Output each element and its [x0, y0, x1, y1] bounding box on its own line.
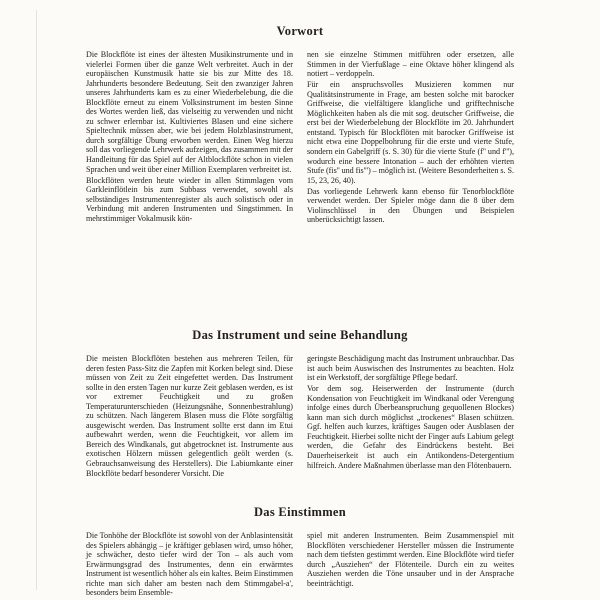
paragraph: Das vorliegende Lehrwerk kann ebenso für Tenorblockflöte verwendet werden. Der Spieler möge dann die 8 über dem Violinschlüssel in den Übungen und Beispielen unberücksichtigt lassen.: [307, 186, 514, 225]
vorwort-column-right: [307, 50, 514, 225]
vorwort-column-left: [86, 50, 293, 225]
paragraph: spiel mit anderen Instrumenten. Beim Zusammenspiel mit Blockflöten verschiedener Hersteller müssen die Instrumente nach dem tiefsten gestimmt werden. Eine Blockflöte wird tiefer durch „Ausziehen“ der Flötenteile. Durch ein zu weites Ausziehen werden die Töne unsauber und in der Ansprache beeinträchtigt.: [307, 531, 514, 588]
paragraph: Vor dem sog. Heiserwerden der Instrumente (durch Kondensation von Feuchtigkeit im Windkanal oder Verengung infolge eines durch Überbeanspruchung gequollenen Blockes) kann man sich durch möglichst „trockenes“ Blasen schützen. Ggf. helfen auch kurzes, kräftiges Saugen oder Ausblasen der Feuchtigkeit. Hierbei sollte nicht der Finger aufs Labium gelegt werden, die Gefahr des Eindrückens besteht. Bei Dauerheiserkeit ist auch ein Antikondens-Detergentium hilfreich. Andere Maßnahmen überlasse man den Flötenbauern.: [307, 384, 514, 470]
vorwort-columns: [86, 50, 514, 225]
paragraph: Die Tonhöhe der Blockflöte ist sowohl von der Anblasintensität des Spielers abhängig – je kräftiger geblasen wird, umso höher, je schwächer, desto tiefer wird der Ton – als auch vom Erwärmungsgrad des Instrumentes, denn ein erwärmtes Instrument ist wesentlich höher als ein kaltes. Beim Einstimmen richte man sich daher am besten nach dem Stimmgabel-a', besonders beim Ensemble-: [86, 531, 293, 598]
einstimmen-column-left: [86, 531, 293, 598]
heading-vorwort: Vorwort: [276, 24, 324, 38]
instrument-columns: [86, 354, 514, 478]
paragraph: Die meisten Blockflöten bestehen aus mehreren Teilen, für deren festen Pass-Sitz die Zapfen mit Korken belegt sind. Diese müssen von Zeit zu Zeit eingefettet werden. Das Instrument sollte in den ersten Tagen nur kurze Zeit geblasen werden, es ist vor extremer Feuchtigkeit und zu großen Temperaturunterschieden (Heizungsnähe, Sonnenbestrahlung) zu schützen. Nach längerem Blasen muss die Flöte sorgfältig ausgewischt werden. Das Instrument sollte erst dann im Etui aufbewahrt werden, wenn die Feuchtigkeit, vor allem im Bereich des Windkanals, gut abgetrocknet ist. Instrumente aus exotischen Hölzern müssen gelegentlich geölt werden (s. Gebrauchsanweisung des Herstellers). Die Labiumkante einer Blockflöte bedarf besonderer Vorsicht. Die: [86, 354, 293, 478]
einstimmen-columns: [86, 531, 514, 598]
instrument-column-left: [86, 354, 293, 478]
section-vorwort: [86, 24, 514, 225]
paragraph: nen sie einzelne Stimmen mitführen oder ersetzen, alle Stimmen in der Vierfußlage – eine Oktave höher klingend als notiert – verdoppeln.: [307, 50, 514, 79]
heading-instrument-behandlung: Das Instrument und seine Behandlung: [192, 328, 408, 342]
einstimmen-column-right: [307, 531, 514, 598]
heading-einstimmen: Das Einstimmen: [253, 505, 347, 519]
section-einstimmen: [86, 505, 514, 598]
paragraph: Die Blockflöte ist eines der ältesten Musikinstrumente und in vielerlei Formen über die ganze Welt verbreitet. Auch in der europäischen Kunstmusik hatte sie bis zur Mitte des 18. Jahrhunderts besondere Bedeutung. Seit den zwanziger Jahren unseres Jahrhunderts kam es zu einer Wiederbelebung, die die Blockflöte erneut zu einem Volksinstrument im besten Sinne des Wortes werden ließ, das vielseitig zu verwenden und nicht zu schwer erlernbar ist. Kultiviertes Blasen und eine sichere Spieltechnik müssen aber, wie bei jedem Holzblasinstrument, durch sorgfältige Übung erworben werden. Einen Weg hierzu soll das vorliegende Lehrwerk aufzeigen, das zusammen mit der Handleitung für das Spiel auf der Altblockflöte schon in vielen Sprachen und weit über einer Million Exemplaren verbreitet ist.: [86, 50, 293, 174]
section-instrument-behandlung: [86, 328, 514, 478]
paragraph: Für ein anspruchsvolles Musizieren kommen nur Qualitätsinstrumente in Frage, am besten solche mit barocker Griffweise, die vielfältigere klangliche und grifftechnische Möglichkeiten haben als die mit sog. deutscher Griffweise, die erst bei der Wiederbelebung der Blockflöte im 20. Jahrhundert entstand. Typisch für Blockflöten mit barocker Griffweise ist nicht etwa eine Doppelbohrung für die erste und vierte Stufe, sondern ein Gabelgriff (s. S. 30) für die vierte Stufe (f'' und f'''), wodurch eine bessere Intonation – auch der erhöhten vierten Stufe (fis'' und fis''') – möglich ist. (Weitere Besonderheiten s. S. 15, 23, 26, 40).: [307, 80, 514, 185]
instrument-column-right: [307, 354, 514, 478]
page-binding-edge: [36, 10, 37, 590]
paragraph: Blockflöten werden heute wieder in allen Stimmlagen vom Garkleinflötlein bis zum Subbass verwendet, sowohl als selbständiges Instrumentenregister als auch solistisch oder in Verbindung mit anderen Instrumenten und Singstimmen. In mehrstimmiger Vokalmusik kön-: [86, 175, 293, 223]
paragraph: geringste Beschädigung macht das Instrument unbrauchbar. Das ist auch beim Auswischen des Instrumentes zu beachten. Holz ist ein Werkstoff, der sorgfältige Pflege bedarf.: [307, 354, 514, 383]
